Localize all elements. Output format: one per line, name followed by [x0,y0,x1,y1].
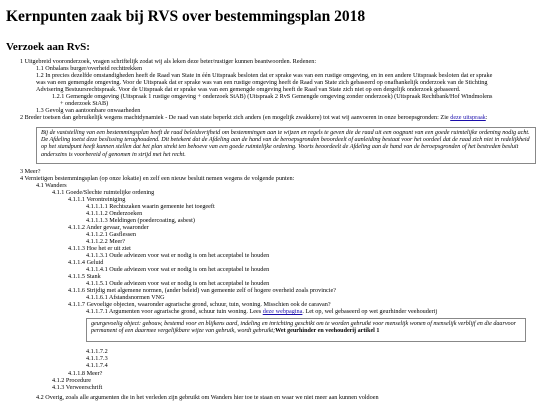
outline-item-4-1-3: 4.1.3 Verweerschrift [52,384,103,391]
outline-item-2-text: 2 Breder toetsen dan gebruikelijk wegens machtdynamiek - De raad van state beperkt zich anders (en mogelijk zwakkere) tot wat wij aanvoeren in onze beroepsgronden: Zie [20,114,449,121]
outline-item-4-1-1-7-2: 4.1.1.7.2 [86,348,108,355]
outline-item-4: 4 Vernietigen bestemmingsplan (op onze lokatie) en zelf een nieuw besluit nemen wegens de volgende punten: [20,175,295,182]
outline-item-2: 2 Breder toetsen dan gebruikelijk wegens machtdynamiek - De raad van state beperkt zich anders (en mogelijk zwakkere) tot wat wij aanvoeren in onze beroepsgronden: Zie deze uitspraak: [20,114,488,121]
outline-item-4-1-1-3: 4.1.1.3 Hoe het er uit ziet [68,245,131,252]
outline-item-4-1-1-1-2: 4.1.1.1.2 Onderzoeken [86,210,143,217]
quote-text: Bij de vaststelling van een bestemmingsplan heeft de raad beleidsvrijheid om bestemmingen aan te wijzen en regels te geven die de raad uit een oogpunt van een goede ruimtelijke ordening nodig acht. De Afdeling toetst deze beslissing terughoudend. Dit betekent dat de Afdeling aan de hand van de beroepsgronden beoordeelt of aanleiding bestaat voor het oordeel dat de raad zich niet in redelijkheid op het standpunt heeft kunnen stellen dat het plan strekt ten behoeve van een goede ruimtelijke ordening. Voorts beoordeelt de Afdeling aan de hand van de beroepsgronden of het bestreden besluit anderszins is voorbereid of genomen in strijd met het recht. [41,130,530,158]
outline-item-4-2: 4.2 Overig, zoals alle argumenten die in het verleden zijn gebruikt om Wanders hier toe te staan en waar we niet meer aan kunnen voldoen [36,394,379,401]
section-heading: Verzoek aan RvS: [6,41,90,53]
outline-item-4-1-1-4: 4.1.1.4 Geluid [68,259,104,266]
quote-box-uitspraak [36,127,536,164]
outline-item-4-1-1-5: 4.1.1.5 Stank [68,273,101,280]
page-title: Kernpunten zaak bij RVS over bestemmingsplan 2018 [6,8,366,25]
outline-item-4-1-1-2-1: 4.1.1.2.1 Gasflessen [86,231,137,238]
webpagina-link[interactable]: deze webpagina [262,308,303,315]
outline-item-4-1-1-7-1-text: 4.1.1.7.1 Argumenten voor agrarische grond, schuur tuin woning. Lees [86,308,262,315]
outline-item-4-1-2: 4.1.2 Procedure [52,377,92,384]
quote-source: Wet geurhinder en veehouderij artikel 1 [275,328,380,335]
outline-item-1-3: 1.3 Gevolg van aantoonbare onwaarheden [36,107,141,114]
quote-box-wet-geurhinder [86,318,526,342]
outline-item-4-1-1-4-1: 4.1.1.4.1 Oude adviezen voor wat er nodig is om het acceptabel te houden [86,266,270,273]
outline-item-4-1-1-3-1: 4.1.1.3.1 Oude adviezen voor wat er nodig is om het acceptabel te houden [86,252,270,259]
outline-item-4-1-1-7: 4.1.1.7 Gevoelige objecten, waaronder agrarische grond, schuur, tuin, woning. Misschien ook de caravan? [68,301,331,308]
outline-item-4-1-1-1-3: 4.1.1.1.3 Meldingen (poedercoating, asbest) [86,217,195,224]
outline-item-4-1-1-8: 4.1.1.8 Meer? [68,370,103,377]
outline-item-4-1-1-7-1-tail: . Let op, wel gebaseerd op wet geurhinder veehouderij [302,308,438,315]
outline-item-1-2-1-cont: + onderzoek StAB) [60,100,109,107]
outline-item-3: 3 Meer? [20,168,41,175]
outline-item-1-2-cont: was van een gemengde omgeving. Voor de Uitspraak dat er sprake was van een rustige omgeving heeft de Raad van State zich gebaseerd op onafhankelijk onderzoek van de Stichting [36,79,488,86]
outline-item-1-2-cont2: Advisering Bestuursrechtspraak. Voor de Uitspraak dat er sprake was van een gemengde omgeving heeft de Raad van State zich niet op een dergelijk onderzoek gebaseerd. [36,86,461,93]
outline-item-4-1-1: 4.1.1 Goede/Slechte ruimtelijke ordening [52,189,155,196]
outline-item-4-1: 4.1 Wanders [36,182,67,189]
outline-item-4-1-1-7-4: 4.1.1.7.4 [86,362,108,369]
outline-item-1-2: 1.2 In precies dezelfde omstandigheden heeft de Raad van State in één Uitspraak besloten dat er sprake was van een rustige omgeving, en in een andere Uitspraak besloten dat er sprake [36,72,493,79]
outline-item-1-2-1: 1.2.1 Gemengde omgeving (Uitspraak 1 rustige omgeving + onderzoek StAB) (Uitspraak 2 RvS Gemengde omgeving zonder onderzoek) (Uitspraak Rechtbank/Hof Windmolens [52,93,493,100]
quote-text-geurgevoelig: geurgevoelig object: gebouw, bestemd voor en blijkens aard, indeling en inrichting geschikt om te worden gebruikt voor menselijk wonen of menselijk verblijf en die daarvoor permanent of een daarmee vergelijkbare wijze van gebruik, wordt gebruikt; [91,321,516,335]
outline-item-4-1-1-7-1 [86,308,437,315]
outline-item-4-1-1-1: 4.1.1.1 Verontreiniging [68,196,126,203]
outline-item-4-1-1-6-1: 4.1.1.6.1 Afstandsnormen VNG [86,294,165,301]
outline-item-4-1-1-6: 4.1.1.6 Strijdig met algemene normen, (ander beleid) van gemeente zelf of hogere overheid zoals provincie? [68,287,337,294]
outline-item-4-1-1-1-1: 4.1.1.1.1 Rechtszaken waarin gemeente het toegeeft [86,203,215,210]
outline-item-4-1-1-5-1: 4.1.1.5.1 Oude adviezen voor wat er nodig is om het acceptabel te houden [86,280,270,287]
outline-item-4-1-1-7-3: 4.1.1.7.3 [86,355,108,362]
outline-item-4-1-1-2-2: 4.1.1.2.2 Meer? [86,238,126,245]
outline-item-1: 1 Uitgebreid vooronderzoek, vragen schriftelijk zodat wij als leken deze beter/rustiger kunnen beantwoorden. Redenen: [20,58,317,65]
outline-item-4-1-1-2: 4.1.1.2 Ander gevaar, waaronder [68,224,149,231]
outline-item-1-1: 1.1 Onbalans burger/overheid rechttrekken [36,65,143,72]
uitspraak-link[interactable]: deze uitspraak [450,114,486,121]
